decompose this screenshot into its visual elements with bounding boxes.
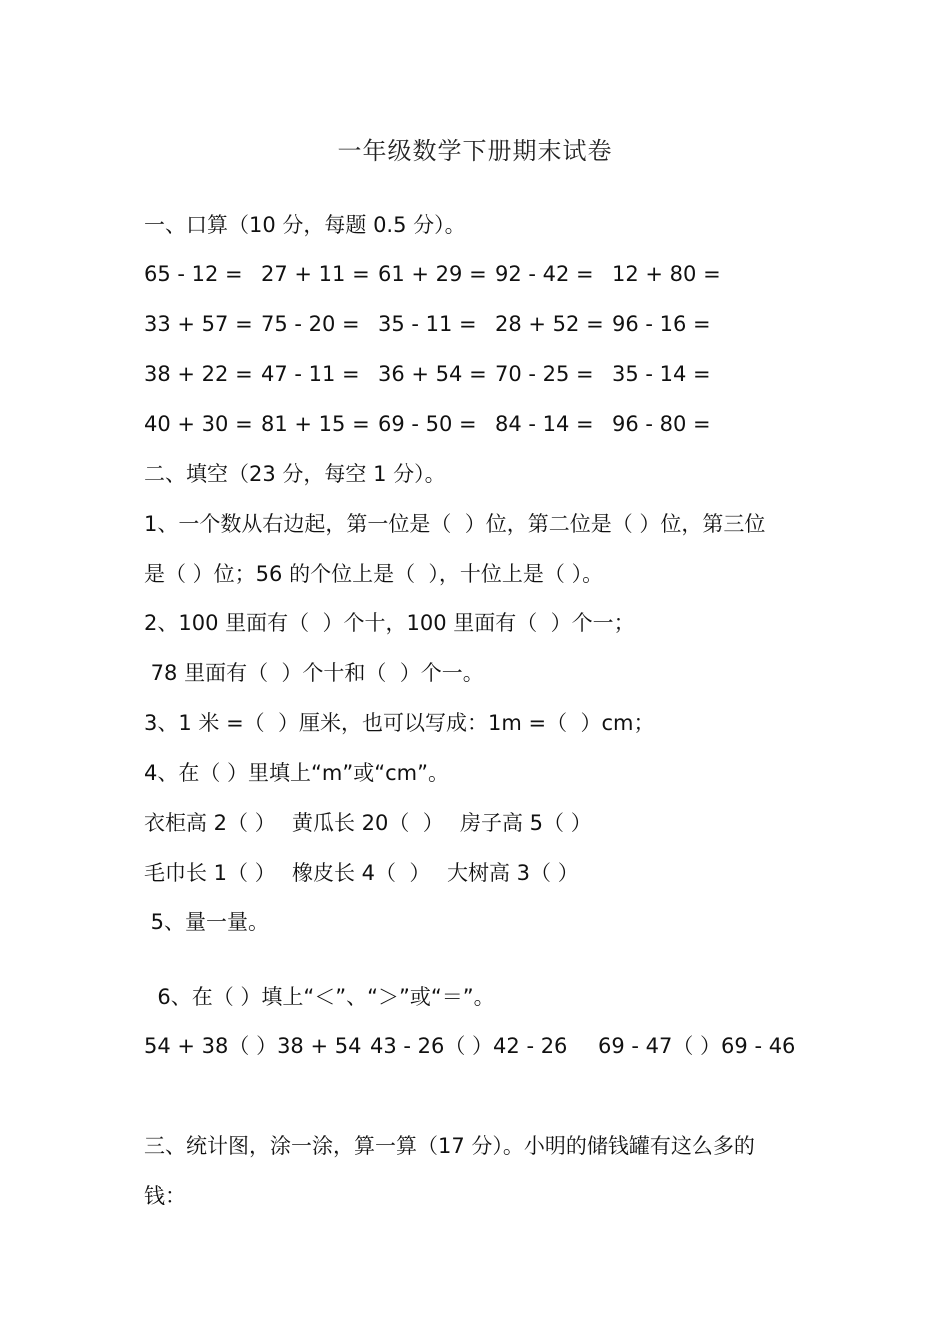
arithmetic-row — [144, 410, 824, 438]
arithmetic-item: 96 - 80 = — [612, 412, 711, 436]
question-3: 3、1 米 =（ ）厘米，也可以写成：1m =（ ）cm； — [144, 711, 655, 735]
arithmetic-item: 65 - 12 = — [144, 262, 243, 286]
arithmetic-row — [144, 260, 824, 288]
question-2-line1: 2、100 里面有（ ）个十，100 里面有（ ）个一； — [144, 611, 635, 635]
unit-fill-item: 毛巾长 1（ ） — [144, 861, 276, 885]
arithmetic-item: 61 + 29 = — [378, 262, 487, 286]
arithmetic-row — [144, 360, 824, 388]
page-title: 一年级数学下册期末试卷 — [337, 137, 613, 165]
unit-fill-item: 房子高 5（ ） — [460, 811, 592, 835]
arithmetic-item: 70 - 25 = — [495, 362, 594, 386]
arithmetic-item: 28 + 52 = — [495, 312, 604, 336]
arithmetic-row — [144, 310, 824, 338]
question-1-line2: 是（ ）位；56 的个位上是（ ），十位上是（ ）。 — [144, 562, 604, 586]
arithmetic-item: 38 + 22 = — [144, 362, 253, 386]
arithmetic-item: 12 + 80 = — [612, 262, 721, 286]
section1-heading: 一、口算（10 分，每题 0.5 分）。 — [144, 213, 466, 237]
arithmetic-item: 35 - 11 = — [378, 312, 477, 336]
arithmetic-item: 92 - 42 = — [495, 262, 594, 286]
unit-fill-item: 黄瓜长 20（ ） — [292, 811, 444, 835]
compare-item: 43 - 26（ ）42 - 26 — [370, 1034, 568, 1058]
question-6: 6、在（ ）填上“＜”、“＞”或“＝”。 — [144, 985, 495, 1009]
compare-item: 54 + 38（ ）38 + 54 — [144, 1034, 362, 1058]
arithmetic-item: 33 + 57 = — [144, 312, 253, 336]
section3-heading-line2: 钱： — [144, 1184, 186, 1208]
compare-row — [144, 1032, 824, 1060]
question-5: 5、量一量。 — [144, 910, 270, 934]
section2-heading: 二、填空（23 分，每空 1 分）。 — [144, 462, 446, 486]
arithmetic-item: 27 + 11 = — [261, 262, 370, 286]
arithmetic-item: 35 - 14 = — [612, 362, 711, 386]
unit-fill-row — [144, 859, 824, 887]
unit-fill-item: 衣柜高 2（ ） — [144, 811, 276, 835]
arithmetic-item: 69 - 50 = — [378, 412, 477, 436]
arithmetic-item: 96 - 16 = — [612, 312, 711, 336]
arithmetic-item: 36 + 54 = — [378, 362, 487, 386]
section3-heading-line1: 三、统计图，涂一涂，算一算（17 分）。小明的储钱罐有这么多的 — [144, 1134, 755, 1158]
compare-item: 69 - 47（ ）69 - 46 — [598, 1034, 796, 1058]
question-1-line1: 1、一个数从右边起，第一位是（ ）位，第二位是（ ）位，第三位 — [144, 512, 766, 536]
arithmetic-item: 47 - 11 = — [261, 362, 360, 386]
arithmetic-item: 40 + 30 = — [144, 412, 253, 436]
question-4: 4、在（ ）里填上“m”或“cm”。 — [144, 761, 450, 785]
unit-fill-row — [144, 809, 824, 837]
question-2-line2: 78 里面有（ ）个十和（ ）个一。 — [144, 661, 484, 685]
unit-fill-item: 大树高 3（ ） — [447, 861, 579, 885]
unit-fill-item: 橡皮长 4（ ） — [292, 861, 431, 885]
arithmetic-item: 75 - 20 = — [261, 312, 360, 336]
arithmetic-item: 81 + 15 = — [261, 412, 370, 436]
arithmetic-item: 84 - 14 = — [495, 412, 594, 436]
